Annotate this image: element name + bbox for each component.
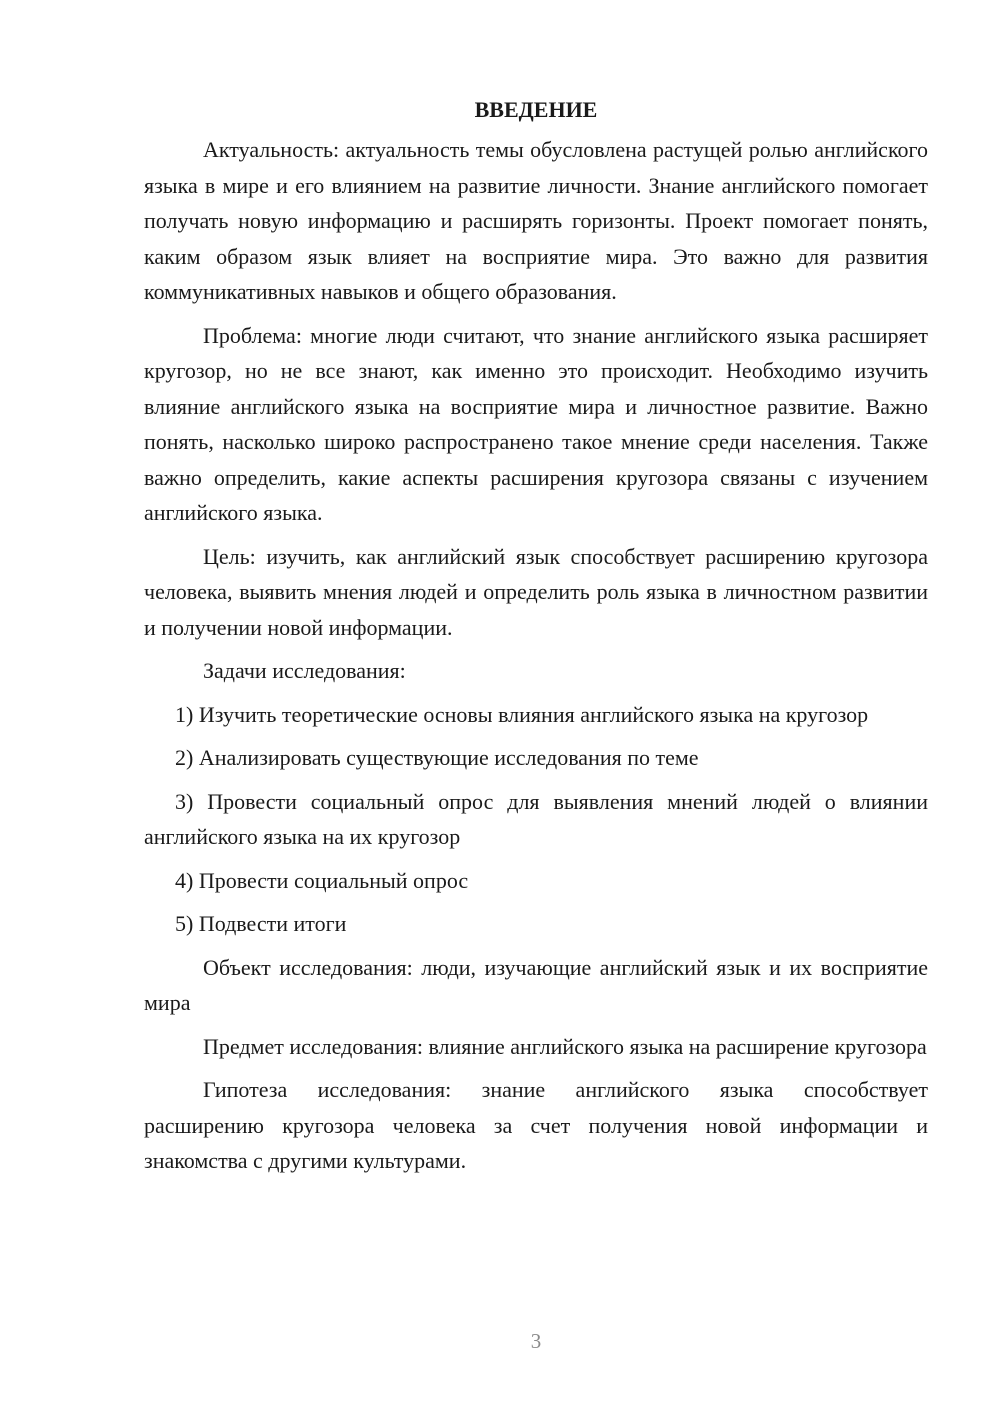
paragraph-object: Объект исследования: люди, изучающие английский язык и их восприятие мира — [144, 954, 928, 1015]
paragraph-hypothesis: Гипотеза исследования: знание английского языка способствует расширению кругозора человека за счет получения новой информации и знакомства с другими культурами. — [144, 1077, 928, 1173]
paragraph-goal: Цель: изучить, как английский язык способствует расширению кругозора человека, выявить мнения людей и определить роль языка в личностном развитии и получении новой информации. — [144, 543, 928, 640]
paragraph-relevance: Актуальность: актуальность темы обусловлена растущей ролью английского языка в мире и его влиянием на развитие личности. Знание английского помогает получать новую информацию и расширять горизонты. Проект помогает понять, каким образом язык влияет на восприятие мира. Это важно для развития коммуникативных навыков и общего образования. — [144, 137, 928, 304]
task-item-3: 3) Провести социальный опрос для выявления мнений людей о влиянии английского языка на их кругозор — [144, 788, 928, 849]
task-item-1: 1) Изучить теоретические основы влияния английского языка на кругозор — [175, 701, 869, 727]
paragraph-problem: Проблема: многие люди считают, что знание английского языка расширяет кругозор, но не все знают, как именно это происходит. Необходимо изучить влияние английского языка на восприятие мира и личностное развитие. Важно понять, насколько широко распространено такое мнение среди населения. Также важно определить, какие аспекты расширения кругозора связаны с изучением английского языка. — [144, 322, 928, 525]
task-item-5: 5) Подвести итоги — [175, 911, 347, 936]
paragraph-tasks-title: Задачи исследования: — [203, 658, 406, 683]
page-number: 3 — [530, 1329, 542, 1353]
task-item-4: 4) Провести социальный опрос — [175, 867, 469, 893]
document-body — [144, 92, 928, 1187]
section-heading: ВВЕДЕНИЕ — [474, 97, 598, 122]
task-item-2: 2) Анализировать существующие исследования по теме — [175, 745, 699, 770]
paragraph-subject: Предмет исследования: влияние английского языка на расширение кругозора — [203, 1033, 927, 1059]
